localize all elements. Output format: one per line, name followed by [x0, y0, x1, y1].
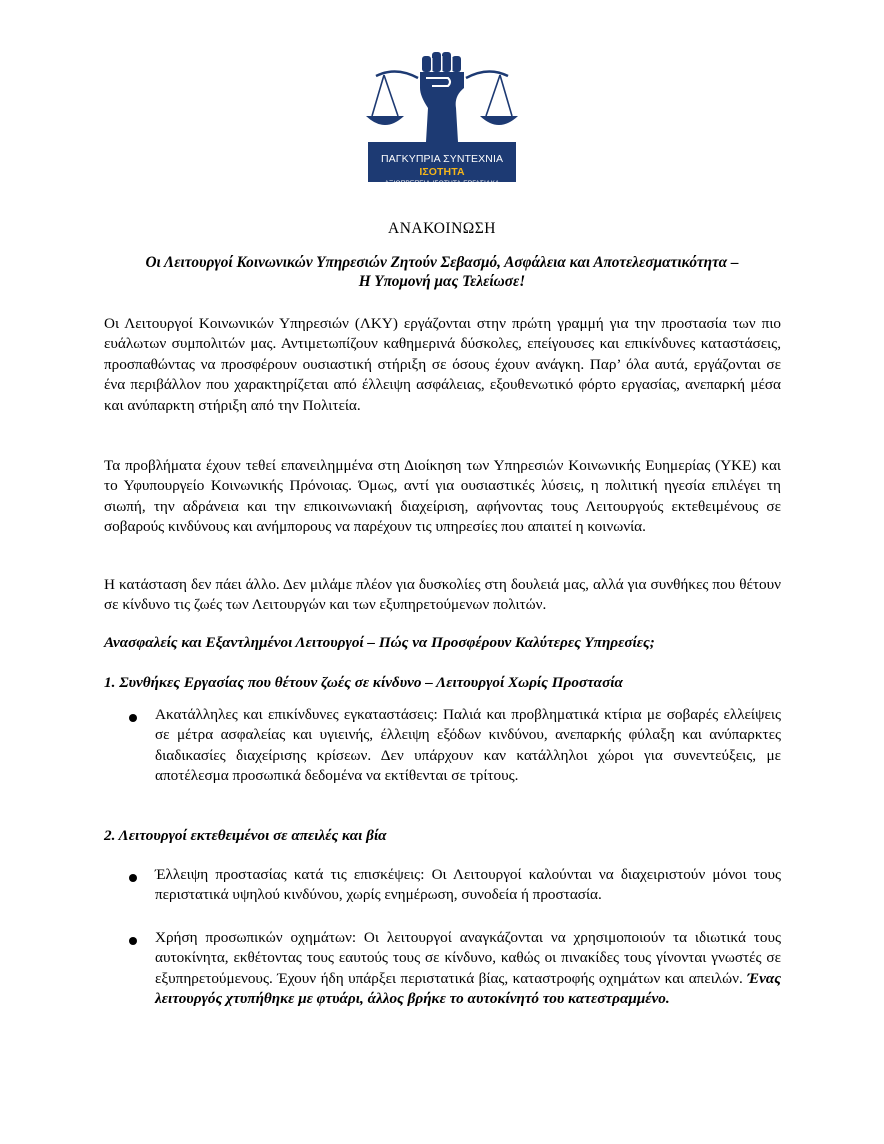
subtitle-line-2: Η Υπομονή μας Τελείωσε!: [358, 273, 526, 290]
bullet-dot: [129, 937, 137, 945]
subtitle-line-1: Οι Λειτουργοί Κοινωνικών Υπηρεσιών Ζητούν Σεβασμό, Ασφάλεια και Αποτελεσματικότητα –: [145, 254, 739, 271]
paragraph-situation: Η κατάσταση δεν πάει άλλο. Δεν μιλάμε πλέον για δυσκολίες στη δουλειά μας, αλλά για συνθήκες που θέτουν σε κίνδυνο τις ζωές των Λειτουργών και των εξυπηρετούμενων πολιτών.: [104, 576, 781, 614]
bullet-dot: [129, 874, 137, 882]
logo-banner: [368, 142, 516, 197]
logo-union-highlight: ΙΣΟΤΗΤΑ: [419, 166, 465, 178]
bullet-personal-vehicles: [155, 928, 781, 1010]
bullet-facilities: Ακατάλληλες και επικίνδυνες εγκαταστάσεις: Παλιά και προβληματικά κτίρια με σοβαρές ελλείψεις σε μέτρα ασφαλείας και υγιεινής, έλλειψη εξόδων κινδύνου, ανεπαρκής φύλαξη και ανύπαρκτες διαδικασίες διαχείρισης κρίσεων. Δεν υπάρχουν καν κατάλληλοι χώροι για συνεντεύξεις, με αποτέλεσμα προσωπικά δεδομένα να εκτίθενται σε τρίτους.: [155, 706, 781, 785]
bullet-vehicles-emphasis: Ένας λειτουργός χτυπήθηκε με φτυάρι, άλλος βρήκε το αυτοκίνητό του κατεστραμμένο.: [155, 969, 781, 1008]
scales-fist-icon: [362, 48, 522, 144]
announcement-subtitle: [100, 253, 784, 291]
logo-union-name: ΠΑΓΚΥΠΡΙΑ ΣΥΝΤΕΧΝΙΑ ΙΣΟΤΗΤΑ: [380, 153, 504, 178]
bullet-visit-protection: Έλλειψη προστασίας κατά τις επισκέψεις: Οι Λειτουργοί καλούνται να διαχειριστούν μόνοι τους περιστατικά υψηλού κινδύνου, χωρίς ενημέρωση, συνοδεία ή προστασία.: [155, 866, 781, 904]
heading-threats-violence: 2. Λειτουργοί εκτεθειμένοι σε απειλές και βία: [104, 827, 387, 844]
paragraph-intro: Οι Λειτουργοί Κοινωνικών Υπηρεσιών (ΛΚΥ) εργάζονται στην πρώτη γραμμή για την προστασία των πιο ευάλωτων συμπολιτών μας. Αντιμετωπίζουν καθημερινά δύσκολες, επείγουσες και επικίνδυνες καταστάσεις, προσπαθώντας να προσφέρουν ουσιαστική στήριξη σε όσους έχουν ανάγκη. Παρ’ όλα αυτά, εργάζονται σε ένα περιβάλλον που χαρακτηρίζεται από έλλειψη ασφάλειας, εξουθενωτικό φόρτο εργασίας, ανεπαρκή μέσα και ανύπαρκτη στήριξη από την Πολιτεία.: [104, 315, 781, 414]
union-logo: [362, 48, 522, 197]
bullet-vehicles-text: Χρήση προσωπικών οχημάτων: Οι λειτουργοί αναγκάζονται να χρησιμοποιούν τα ιδιωτικά τους αυτοκίνητα, εκθέτοντας τους εαυτούς τους σε κίνδυνο, καθώς οι πινακίδες τους γίνονται γνωστές σε εξυπηρετούμενους. Έχουν ήδη υπάρξει περιστατικά βίας, καταστροφής οχημάτων και απειλών.: [155, 929, 781, 987]
bullet-dot: [129, 714, 137, 722]
section-heading: Ανασφαλείς και Εξαντλημένοι Λειτουργοί – Πώς να Προσφέρουν Καλύτερες Υπηρεσίες;: [104, 634, 655, 651]
heading-working-conditions: 1. Συνθήκες Εργασίας που θέτουν ζωές σε κίνδυνο – Λειτουργοί Χωρίς Προστασία: [104, 674, 623, 691]
logo-tagline: ΑΞΙΟΠΡΕΠΕΙΑ-ΙΣΟΤΗΤΑ-ΕΡΓΑΣΙΑΚΑ ΔΙΚΑΙΩΜΑΤΑ: [384, 180, 500, 197]
paragraph-problems: Τα προβλήματα έχουν τεθεί επανειλημμένα στη Διοίκηση των Υπηρεσιών Κοινωνικής Ευημερίας (ΥΚΕ) και το Υφυπουργείο Κοινωνικής Πρόνοιας. Όμως, αντί για ουσιαστικές λύσεις, η πολιτική ηγεσία επιλέγει τη σιωπή, την αδράνεια και την επικοινωνιακή διαχείριση, αφήνοντας τους Λειτουργούς εκτεθειμένους σε σοβαρούς κινδύνους και ανήμπορους να παρέχουν τις υπηρεσίες που απαιτεί η κοινωνία.: [104, 457, 781, 536]
announcement-title: ΑΝΑΚΟΙΝΩΣΗ: [388, 220, 496, 237]
